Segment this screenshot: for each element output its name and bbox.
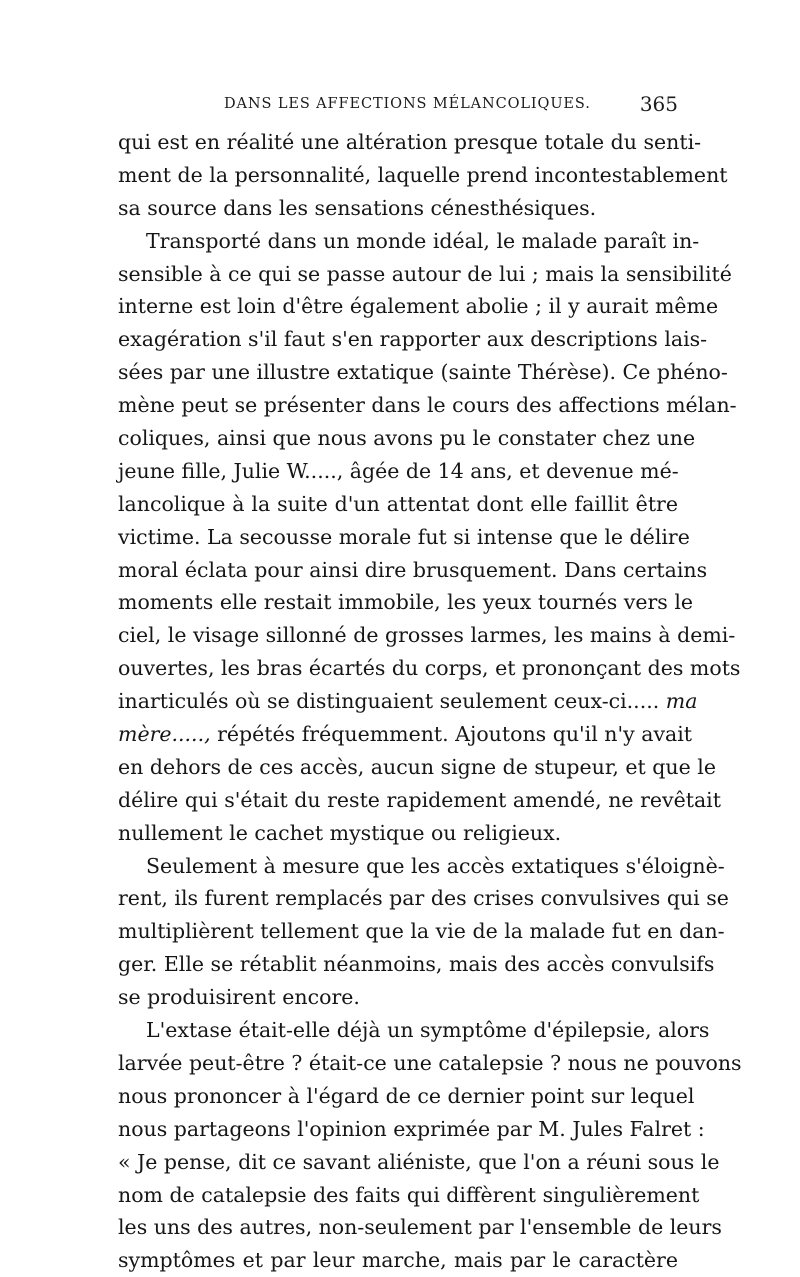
text-line: victime. La secousse morale fut si intense que le délire xyxy=(118,524,690,549)
text-line: sensible à ce qui se passe autour de lui ; mais la sensibilité xyxy=(118,261,732,286)
text-line: lancolique à la suite d'un attentat dont elle faillit être xyxy=(118,491,678,516)
text-line: multiplièrent tellement que la vie de la malade fut en dan- xyxy=(118,919,725,944)
italic-word: ma xyxy=(665,689,698,714)
text-line: rent, ils furent remplacés par des crises convulsives qui se xyxy=(118,886,729,911)
text-line: se produisirent encore. xyxy=(118,985,360,1010)
text-line: mène peut se présenter dans le cours des affections mélan- xyxy=(118,393,737,418)
text-line: ger. Elle se rétablit néanmoins, mais des accès convulsifs xyxy=(118,952,715,977)
italic-word: mère....., xyxy=(118,722,211,747)
text-line: larvée peut-être ? était-ce une catalepsie ? nous ne pouvons xyxy=(118,1050,742,1075)
text-line: en dehors de ces accès, aucun signe de stupeur, et que le xyxy=(118,754,716,779)
running-title: DANS LES AFFECTIONS MÉLANCOLIQUES. xyxy=(224,96,591,112)
text-line: symptômes et par leur marche, mais par le caractère xyxy=(118,1248,678,1273)
text-line: qui est en réalité une altération presque totale du senti- xyxy=(118,130,702,154)
text-line: interne est loin d'être également abolie ; il y aurait même xyxy=(118,294,719,319)
text-line-with-italic xyxy=(118,718,693,751)
text-line: exagération s'il faut s'en rapporter aux descriptions lais- xyxy=(118,327,708,352)
text-line: sa source dans les sensations cénesthésiques. xyxy=(118,195,597,220)
text-line-with-italic xyxy=(118,685,698,718)
text-line: nous prononcer à l'égard de ce dernier point sur lequel xyxy=(118,1083,695,1108)
text-line: délire qui s'était du reste rapidement amendé, ne revêtait xyxy=(118,787,721,812)
text-line: ment de la personnalité, laquelle prend incontestablement xyxy=(118,162,728,187)
text-line: L'extase était-elle déjà un symptôme d'épilepsie, alors xyxy=(146,1018,710,1043)
text-line: ciel, le visage sillonné de grosses larmes, les mains à demi- xyxy=(118,623,736,648)
text-line: nullement le cachet mystique ou religieux. xyxy=(118,820,562,845)
text-line: jeune fille, Julie W....., âgée de 14 ans, et devenue mé- xyxy=(118,458,679,483)
text-line: sées par une illustre extatique (sainte Thérèse). Ce phéno- xyxy=(118,360,728,385)
body-text xyxy=(118,126,742,1277)
text-line: moral éclata pour ainsi dire brusquement. Dans certains xyxy=(118,557,708,582)
text-line: moments elle restait immobile, les yeux tournés vers le xyxy=(118,590,694,615)
text-line: coliques, ainsi que nous avons pu le constater chez une xyxy=(118,426,696,451)
page-number: 365 xyxy=(639,92,678,116)
text-line: Transporté dans un monde idéal, le malade paraît in- xyxy=(146,228,700,253)
text-segment: inarticulés où se distinguaient seulement ceux-ci..... xyxy=(118,689,660,714)
text-line: nom de catalepsie des faits qui diffèrent singulièrement xyxy=(118,1182,700,1207)
text-line: Seulement à mesure que les accès extatiques s'éloignè- xyxy=(146,853,725,878)
running-head xyxy=(118,92,678,116)
text-segment: répétés fréquemment. Ajoutons qu'il n'y avait xyxy=(210,722,693,747)
text-line: les uns des autres, non-seulement par l'ensemble de leurs xyxy=(118,1215,722,1240)
text-line: ouvertes, les bras écartés du corps, et prononçant des mots xyxy=(118,656,741,681)
text-line: nous partageons l'opinion exprimée par M. Jules Falret : xyxy=(118,1116,705,1141)
text-line: « Je pense, dit ce savant aliéniste, que l'on a réuni sous le xyxy=(118,1149,720,1174)
